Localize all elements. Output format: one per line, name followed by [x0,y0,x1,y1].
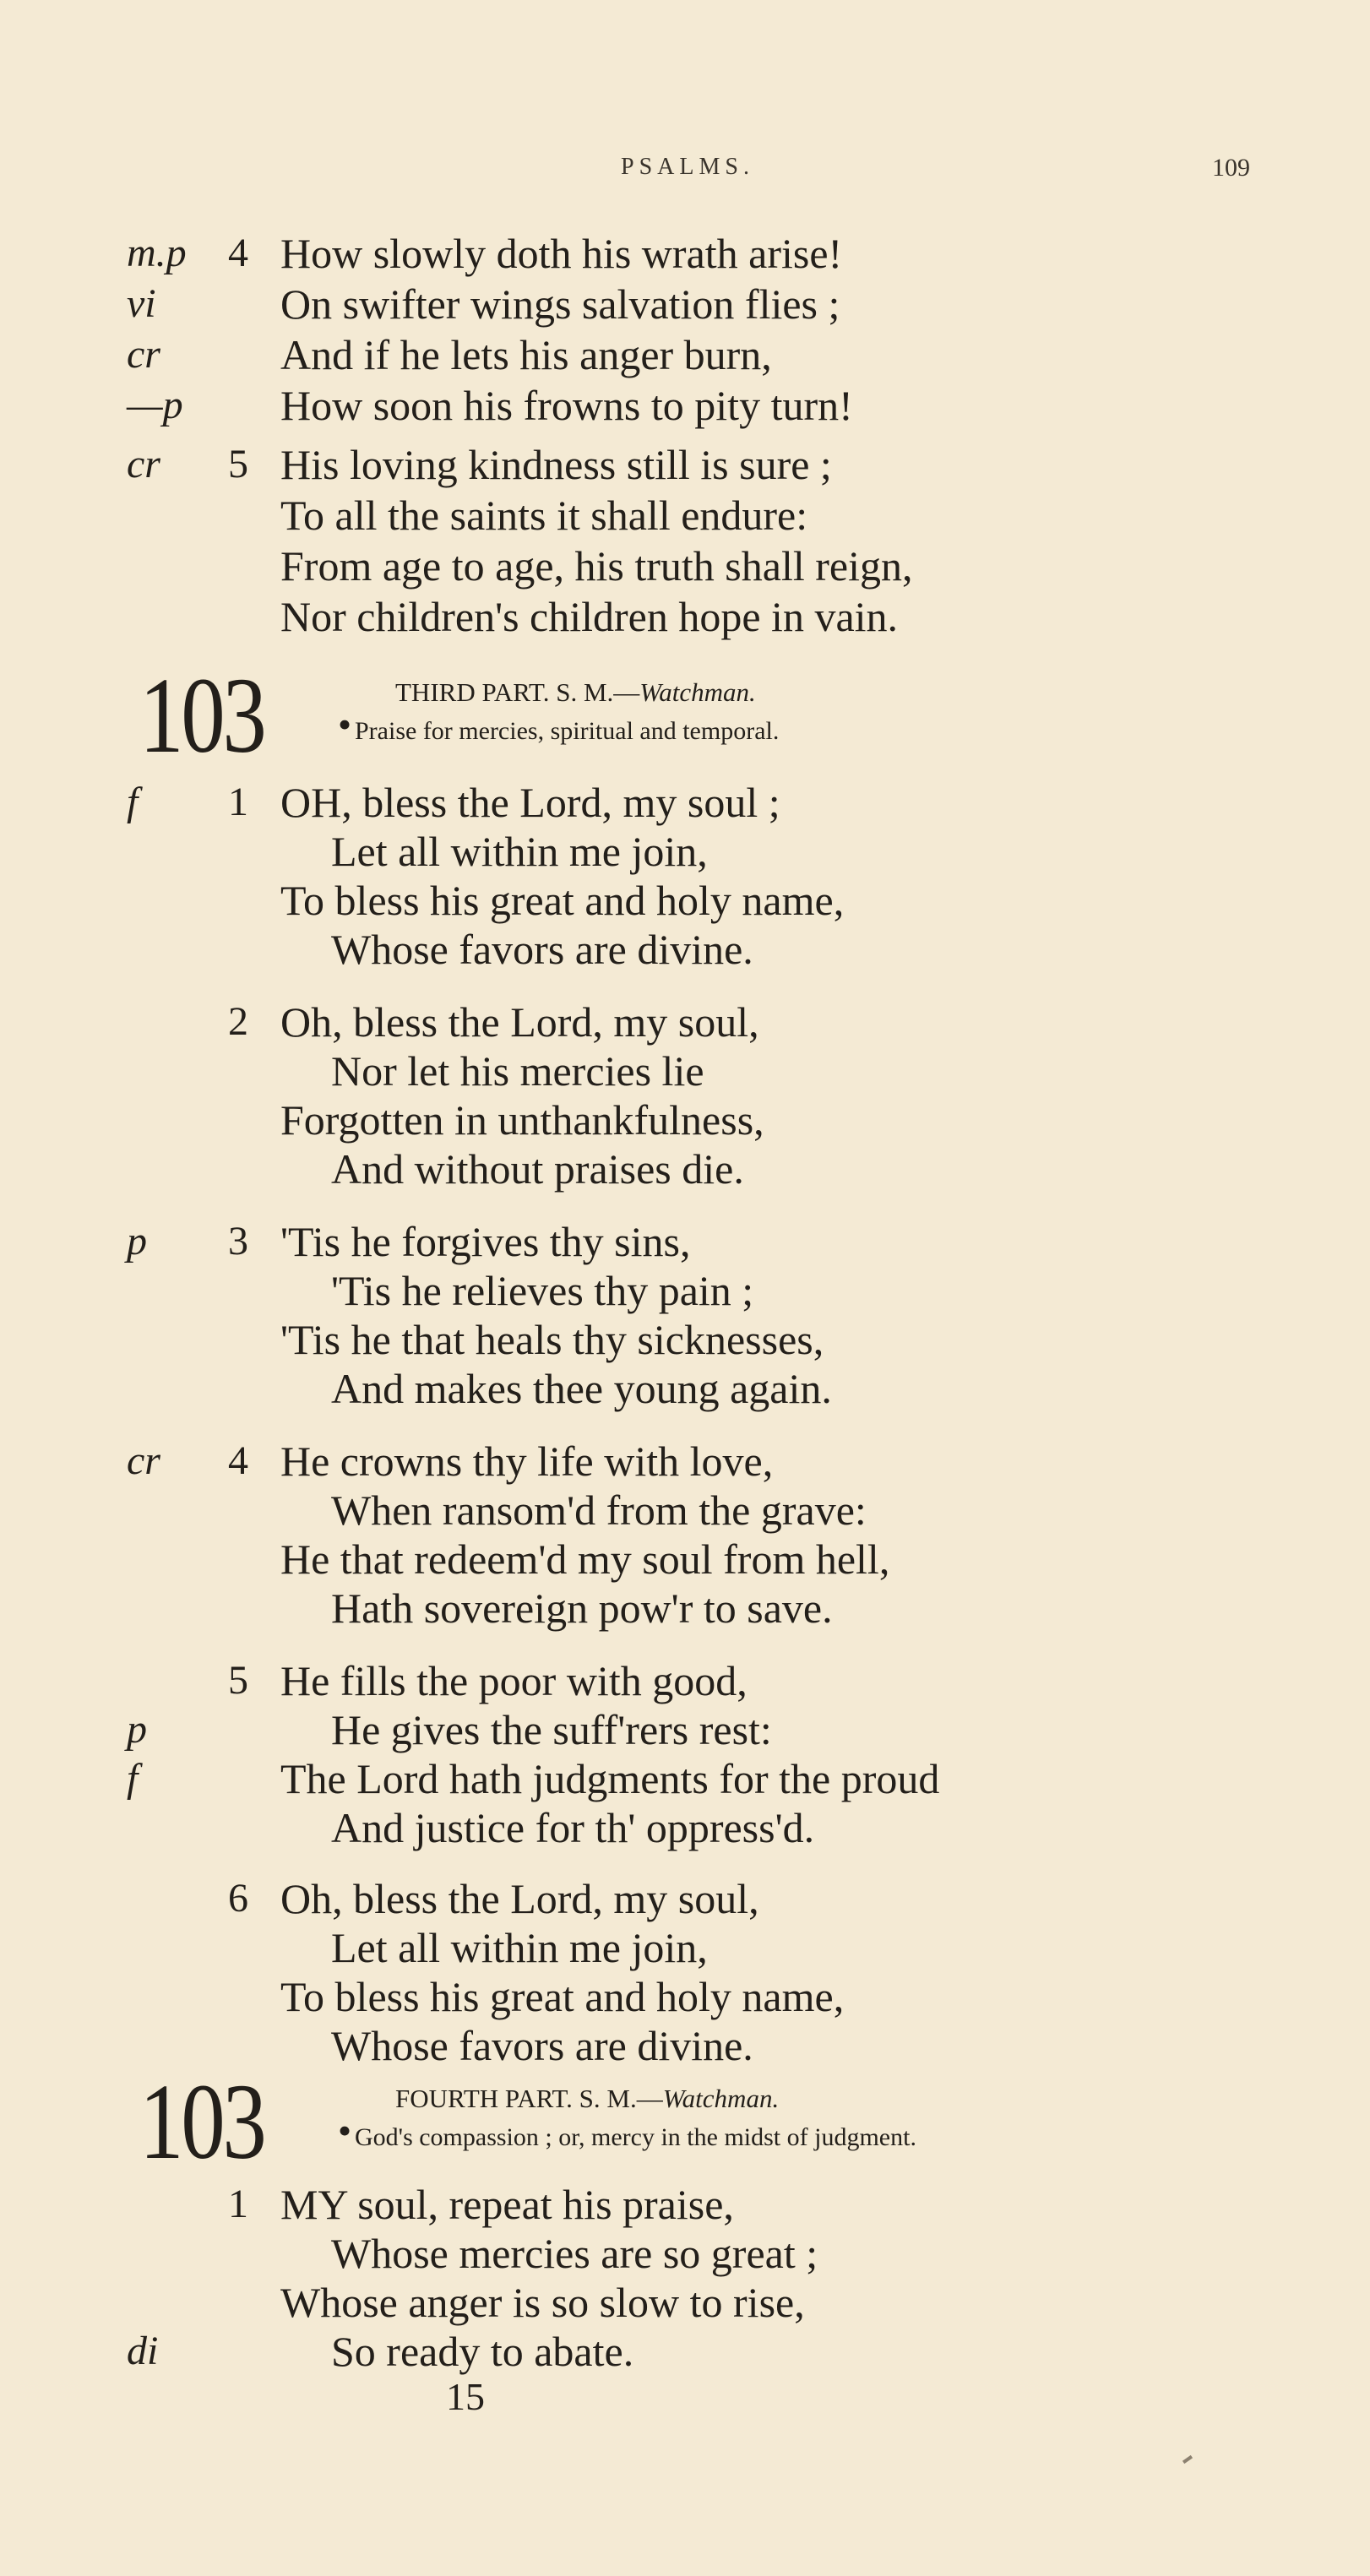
hymn-meter: S. M.— [556,677,640,707]
dynamic-marking: cr [127,332,160,377]
verse-line [0,439,1370,490]
hymn-number: 103 [139,2062,264,2182]
verse-text: How soon his frowns to pity turn! [280,382,853,429]
running-head [0,154,1370,187]
hymn-title [395,676,756,709]
verse-line [0,1802,1370,1853]
verse-text: And makes thee young again. [331,1365,832,1412]
verse-text: Let all within me join, [331,828,708,875]
stanza-number: 1 [228,2182,248,2226]
stanza-number: 4 [228,231,248,275]
verse-text: How slowly doth his wrath arise! [280,230,843,277]
dynamic-marking: vi [127,281,156,326]
verse-text: Oh, bless the Lord, my soul, [280,1875,759,1922]
verse-text: The Lord hath judgments for the proud [280,1755,940,1802]
verse-text: He fills the poor with good, [280,1657,748,1704]
verse-line [0,1753,1370,1804]
stanza-number: 3 [228,1219,248,1264]
verse-line [0,997,1370,1047]
verse-line [0,1144,1370,1194]
verse-text: He crowns thy life with love, [280,1437,774,1485]
verse-text: And justice for th' oppress'd. [331,1804,815,1851]
verse-text: 'Tis he relieves thy pain ; [331,1267,754,1314]
verse-line [0,1704,1370,1755]
bullet-icon: • [338,2109,352,2152]
verse-line [0,1095,1370,1145]
verse-text: Nor let his mercies lie [331,1047,704,1095]
dynamic-marking: di [127,2329,159,2373]
verse-text: 'Tis he that heals thy sicknesses, [280,1316,824,1363]
hymn-tune: Watchman. [662,2084,780,2113]
verse-line [0,777,1370,828]
verse-line [0,1534,1370,1584]
verse-line [0,2228,1370,2279]
verse-line [0,924,1370,975]
hymn-heading [0,655,1370,777]
bullet-icon: • [338,703,352,746]
hymn-title [395,2082,779,2116]
verse-line [0,329,1370,380]
verse-text: Forgotten in unthankfulness, [280,1096,764,1144]
signature-mark: 15 [446,2375,485,2418]
verse-line [0,1265,1370,1316]
verse-text: To all the saints it shall endure: [280,492,808,539]
verse-text: On swifter wings salvation flies ; [280,280,840,328]
dynamic-marking: —p [127,383,183,427]
verse-text: To bless his great and holy name, [280,877,845,924]
verse-line [0,1216,1370,1267]
verse-text: And without praises die. [331,1145,744,1193]
verse-text: And if he lets his anger burn, [280,331,772,378]
verse-text: Hath sovereign pow'r to save. [331,1584,833,1632]
hymn-heading [0,2062,1370,2183]
verse-text: He that redeem'd my soul from hell, [280,1535,890,1583]
verse-text: Whose mercies are so great ; [331,2230,818,2277]
verse-text: Whose favors are divine. [331,926,753,973]
verse-line [0,1873,1370,1924]
verse-line [0,2277,1370,2328]
verse-line [0,1314,1370,1365]
verse-line [0,1436,1370,1486]
running-title: PSALMS. [621,154,754,180]
stanza-number: 5 [228,1658,248,1703]
verse-line [0,591,1370,642]
verse-line [0,380,1370,431]
verse-line [0,1922,1370,1973]
hymn-subtitle: Praise for mercies, spiritual and temporal. [355,717,780,745]
verse-line [0,1363,1370,1414]
verse-text: He gives the suff'rers rest: [331,1706,772,1753]
verse-text: So ready to abate. [331,2328,634,2375]
verse-text: Whose favors are divine. [331,2022,753,2069]
verse-text: Whose anger is so slow to rise, [280,2279,805,2326]
verse-text: OH, bless the Lord, my soul ; [280,779,780,826]
verse-line [0,826,1370,877]
verse-line [0,1655,1370,1706]
stanza-number: 1 [228,780,248,824]
verse-text: MY soul, repeat his praise, [280,2181,734,2228]
dynamic-marking: cr [127,442,160,486]
dynamic-marking: m.p [127,231,187,275]
hymn-tune: Watchman. [639,677,756,707]
paper-speck [1182,2455,1193,2464]
dynamic-marking: f [127,1756,139,1801]
verse-text: Oh, bless the Lord, my soul, [280,998,759,1046]
verse-line [0,490,1370,541]
verse-text: Let all within me join, [331,1924,708,1971]
verse-text: From age to age, his truth shall reign, [280,542,913,590]
verse-line [0,1971,1370,2022]
verse-line [0,541,1370,591]
verse-text: Nor children's children hope in vain. [280,593,899,640]
dynamic-marking: f [127,780,139,824]
hymn-part: THIRD PART. [395,677,550,707]
stanza-number: 5 [228,442,248,486]
verse-text: 'Tis he forgives thy sins, [280,1218,691,1265]
stanza-number: 6 [228,1876,248,1921]
verse-line [0,2326,1370,2377]
verse-text: His loving kindness still is sure ; [280,441,832,488]
hymn-subtitle: God's compassion ; or, mercy in the midst of judgment. [355,2123,916,2151]
hymn-number: 103 [139,655,264,775]
verse-line [0,279,1370,329]
hymn-part: FOURTH PART. [395,2084,573,2113]
verse-text: To bless his great and holy name, [280,1973,845,2020]
stanza-number: 4 [228,1438,248,1483]
stanza-number: 2 [228,999,248,1044]
verse-line [0,1046,1370,1096]
page-number: 109 [1212,154,1250,182]
verse-line [0,1583,1370,1633]
dynamic-marking: cr [127,1438,160,1483]
hymn-meter: S. M.— [579,2084,663,2113]
verse-line [0,875,1370,926]
verse-text: When ransom'd from the grave: [331,1486,867,1534]
verse-line [0,228,1370,279]
dynamic-marking: p [127,1219,147,1264]
verse-line [0,1485,1370,1535]
dynamic-marking: p [127,1707,147,1752]
verse-line [0,2179,1370,2230]
